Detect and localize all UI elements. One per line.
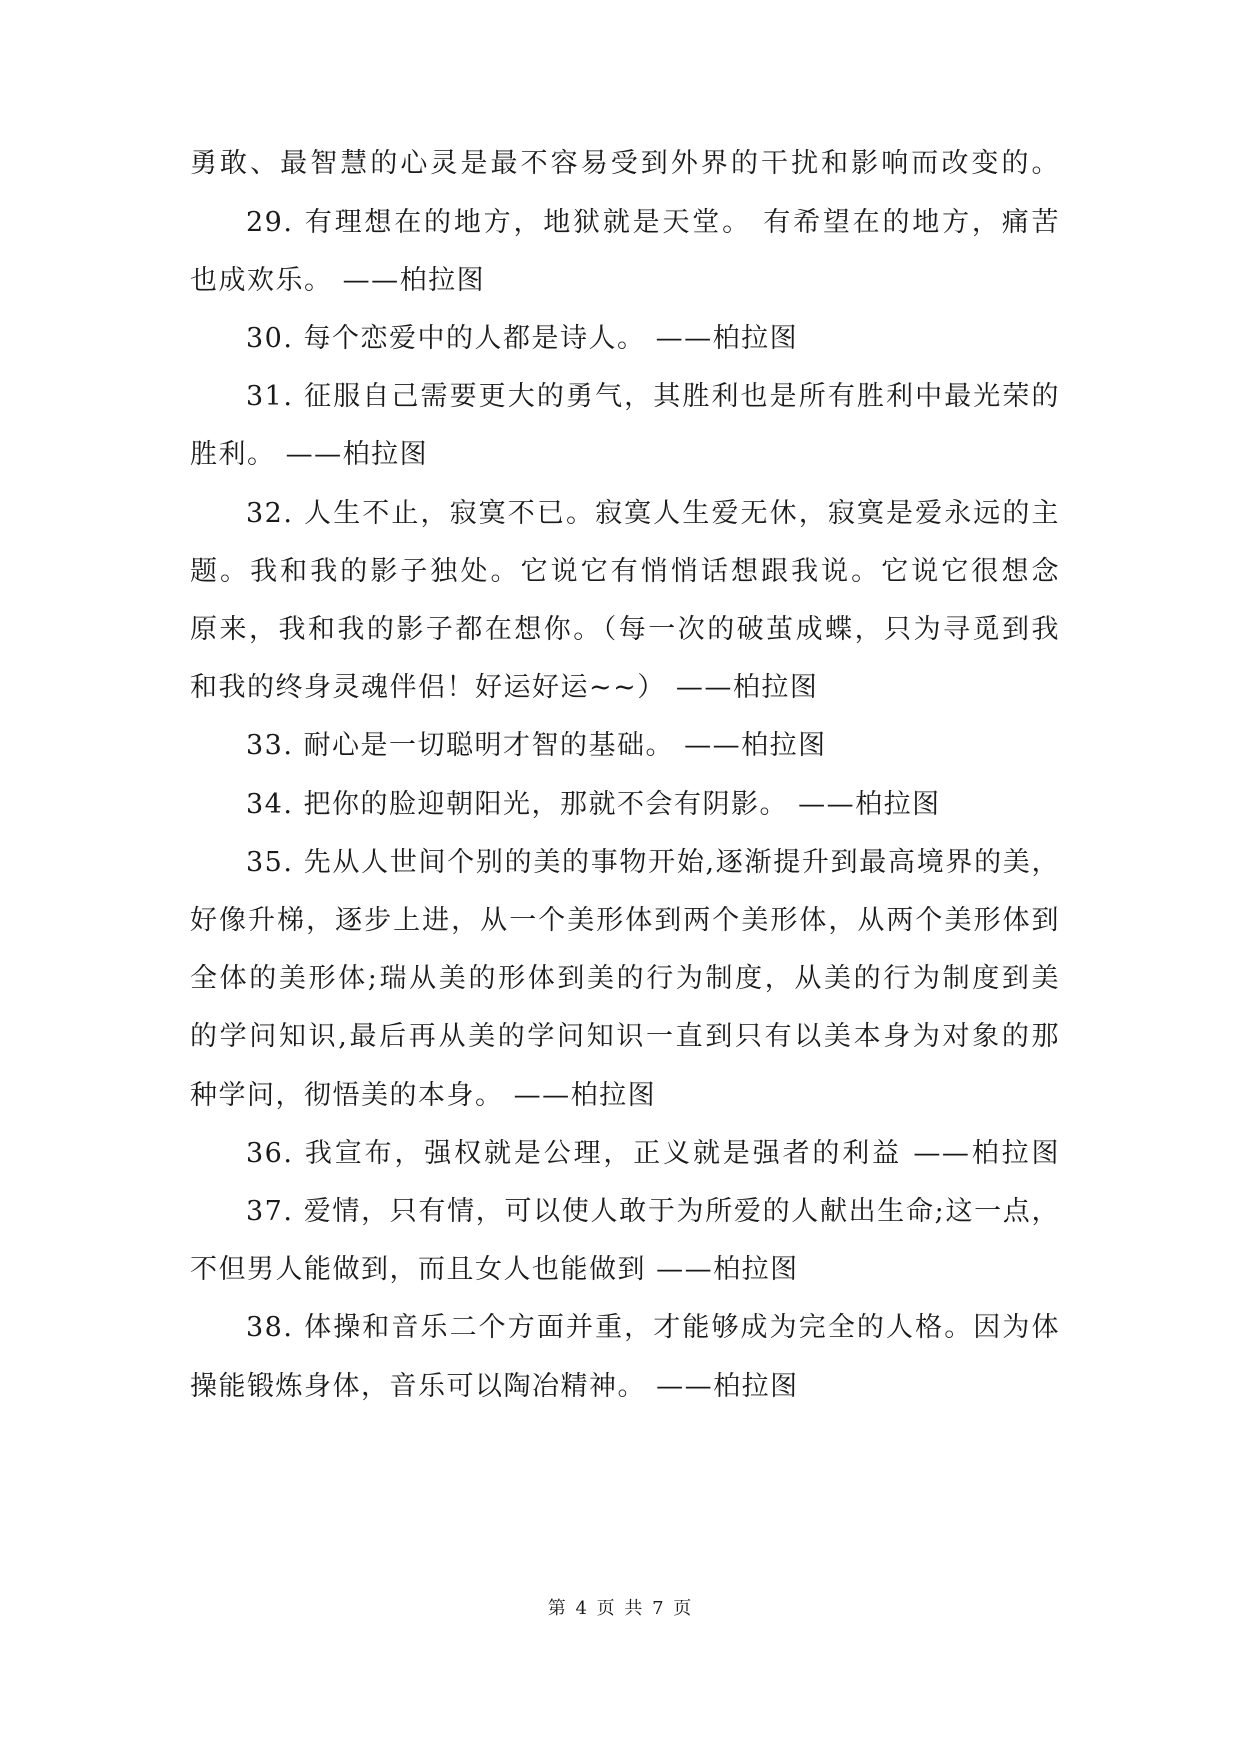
text-line: 题。我和我的影子独处。它说它有悄悄话想跟我说。它说它很想念 (190, 556, 1060, 587)
page-number-footer: 第 4 页 共 7 页 (547, 1598, 694, 1619)
text-line: 37. 爱情，只有情，可以使人敢于为所爱的人献出生命;这一点， (246, 1196, 1060, 1227)
text-line: 也成欢乐。 ——柏拉图 (190, 265, 486, 296)
text-line: 操能锻炼身体，音乐可以陶冶精神。 ——柏拉图 (190, 1371, 799, 1402)
text-line: 33. 耐心是一切聪明才智的基础。 ——柏拉图 (246, 730, 827, 761)
text-line: 种学问，彻悟美的本身。 ——柏拉图 (190, 1080, 657, 1111)
text-line: 勇敢、最智慧的心灵是最不容易受到外界的干扰和影响而改变的。 (190, 148, 1060, 179)
text-line: 胜利。 ——柏拉图 (190, 439, 429, 470)
text-line: 29. 有理想在的地方，地狱就是天堂。 有希望在的地方，痛苦 (246, 207, 1060, 238)
text-line: 和我的终身灵魂伴侣！好运好运~~） ——柏拉图 (190, 672, 819, 703)
text-line: 原来，我和我的影子都在想你。（每一次的破茧成蝶，只为寻觅到我 (190, 614, 1060, 645)
text-line: 31. 征服自己需要更大的勇气，其胜利也是所有胜利中最光荣的 (246, 381, 1060, 412)
text-line: 全体的美形体;瑞从美的形体到美的行为制度，从美的行为制度到美 (190, 963, 1060, 994)
text-line: 好像升梯，逐步上进，从一个美形体到两个美形体，从两个美形体到 (190, 905, 1060, 936)
text-line: 不但男人能做到，而且女人也能做到 ——柏拉图 (190, 1254, 799, 1285)
text-line: 的学问知识,最后再从美的学问知识一直到只有以美本身为对象的那 (190, 1021, 1060, 1052)
text-line: 38. 体操和音乐二个方面并重，才能够成为完全的人格。因为体 (246, 1312, 1060, 1343)
text-line: 35. 先从人世间个别的美的事物开始,逐渐提升到最高境界的美， (246, 847, 1060, 878)
text-line: 36. 我宣布，强权就是公理，正义就是强者的利益 ——柏拉图 (246, 1138, 1060, 1169)
text-line: 30. 每个恋爱中的人都是诗人。 ——柏拉图 (246, 323, 799, 354)
text-line: 34. 把你的脸迎朝阳光，那就不会有阴影。 ——柏拉图 (246, 789, 941, 820)
text-line: 32. 人生不止，寂寞不已。寂寞人生爱无休，寂寞是爱永远的主 (246, 498, 1060, 529)
